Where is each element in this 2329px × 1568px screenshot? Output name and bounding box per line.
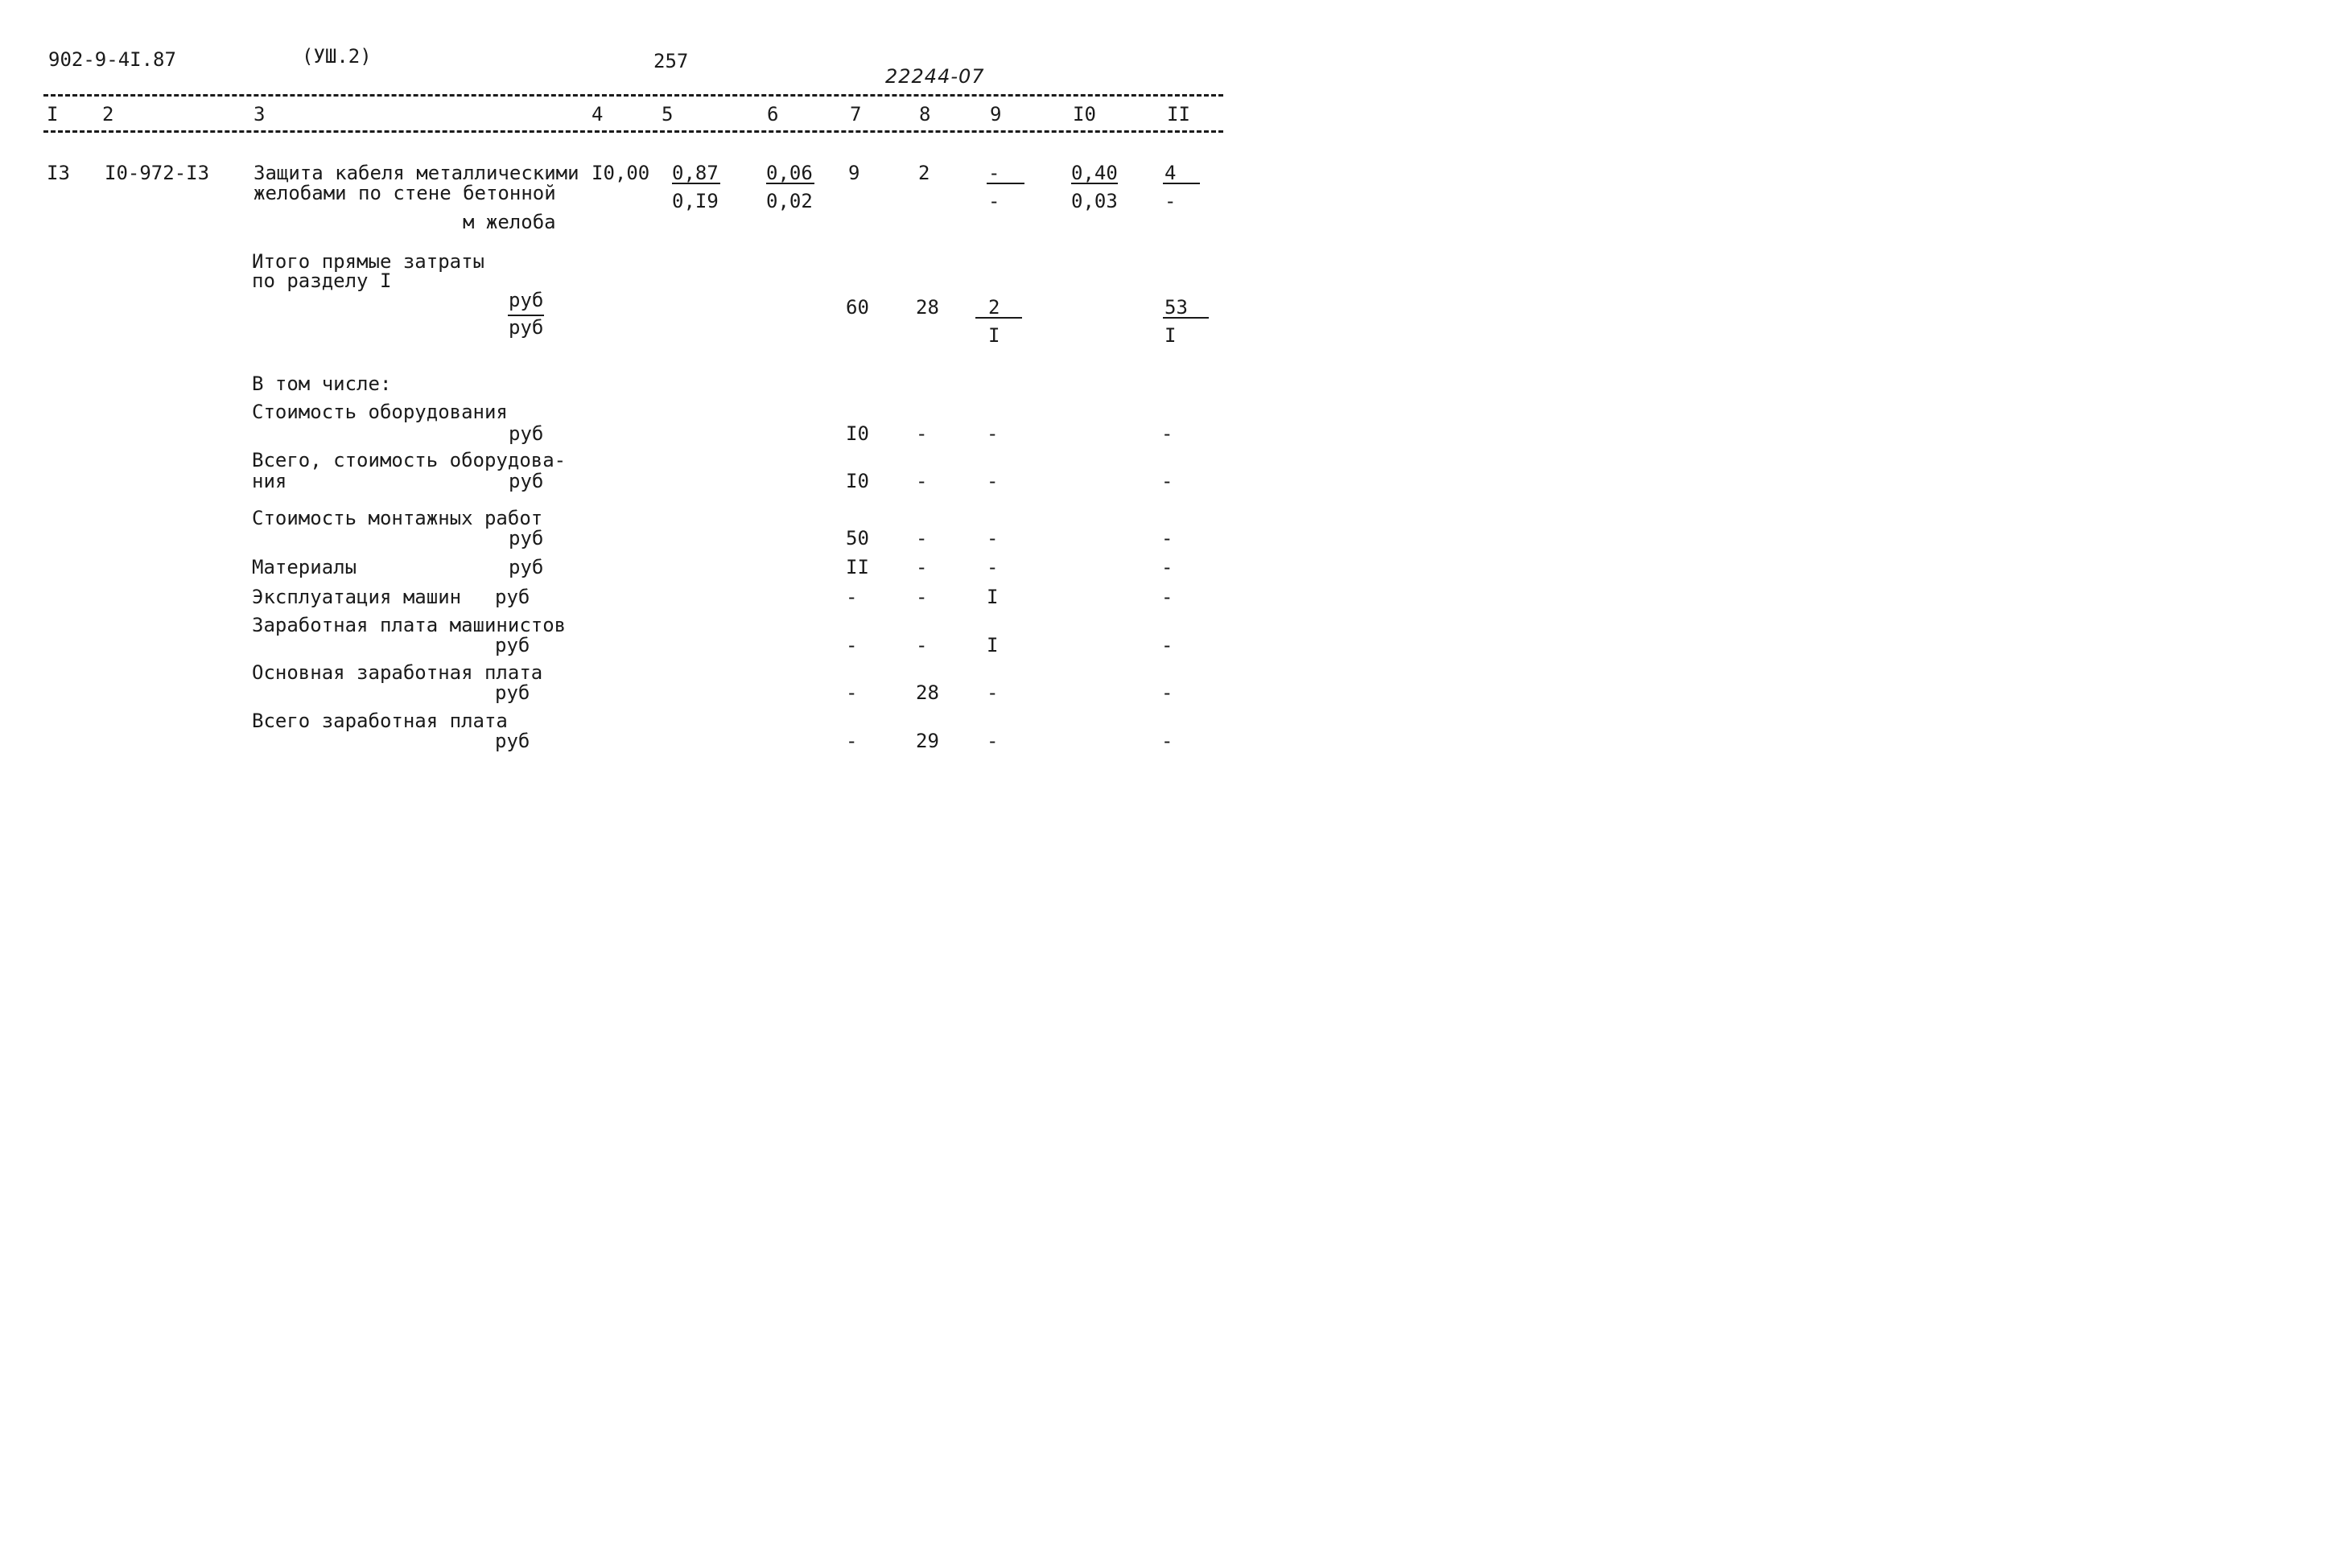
breakdown-unit: руб xyxy=(509,470,544,492)
wages-cost: 28 xyxy=(916,681,939,704)
machines-cost: I xyxy=(987,634,999,656)
breakdown-unit: руб xyxy=(509,527,544,549)
wages-cost: 28 xyxy=(916,296,939,319)
machinist-labor-total: - xyxy=(1164,190,1177,212)
breakdown-label: Эксплуатация машин xyxy=(252,586,462,608)
machines-cost: - xyxy=(987,730,999,752)
total-unit: руб xyxy=(509,289,544,311)
machines-cost: - xyxy=(987,422,999,445)
section-label: (УШ.2) xyxy=(302,45,372,68)
wages-cost: - xyxy=(916,556,928,578)
column-header: 6 xyxy=(767,103,779,126)
total-cost: 9 xyxy=(848,162,860,184)
header-top-rule xyxy=(43,94,1223,97)
wages-cost: 29 xyxy=(916,730,939,752)
entry-description: Защита кабеля металлическими xyxy=(254,162,579,184)
total-label: Итого прямые затраты xyxy=(252,250,484,273)
breakdown-unit: руб xyxy=(495,586,530,608)
breakdown-unit: руб xyxy=(495,681,530,704)
labor-total: - xyxy=(1161,422,1173,445)
breakdown-label: Основная заработная плата xyxy=(252,661,543,684)
breakdown-unit: руб xyxy=(495,730,530,752)
breakdown-unit: руб xyxy=(509,556,544,578)
machinist-labor-total: I xyxy=(1164,324,1177,347)
wages-cost: - xyxy=(916,527,928,549)
machines-cost: - xyxy=(987,527,999,549)
breakdown-label: Материалы xyxy=(252,556,357,578)
entry-code: I0-972-I3 xyxy=(105,162,210,184)
column-header: 2 xyxy=(102,103,114,126)
labor-total: 4 xyxy=(1164,162,1177,184)
machines-cost: - xyxy=(987,556,999,578)
column-header: II xyxy=(1167,103,1190,126)
total-cost: - xyxy=(846,586,858,608)
breakdown-unit: руб xyxy=(495,634,530,656)
labor-total: - xyxy=(1161,527,1173,549)
total-cost: - xyxy=(846,634,858,656)
machines-cost: - xyxy=(987,470,999,492)
total-cost: I0 xyxy=(846,422,869,445)
breakdown-label: Стоимость монтажных работ xyxy=(252,507,543,529)
header-bottom-rule xyxy=(43,130,1223,133)
total-cost: I0 xyxy=(846,470,869,492)
column-header: I xyxy=(47,103,59,126)
underline xyxy=(766,183,814,184)
underline xyxy=(975,317,1022,319)
wages-cost: - xyxy=(916,422,928,445)
total-cost: 60 xyxy=(846,296,869,319)
labor-total: - xyxy=(1161,556,1173,578)
column-header: 9 xyxy=(990,103,1002,126)
breakdown-label: ния xyxy=(252,470,287,492)
unit-cost-total: 0,87 xyxy=(672,162,719,184)
labor-total: - xyxy=(1161,730,1173,752)
entry-quantity: I0,00 xyxy=(592,162,650,184)
entry-number: I3 xyxy=(47,162,70,184)
machines-cost: 2 xyxy=(988,296,1000,319)
document-code: 902-9-4I.87 xyxy=(48,48,176,71)
unit-cost-wages: 0,I9 xyxy=(672,190,719,212)
wages-cost: - xyxy=(916,470,928,492)
column-header: 5 xyxy=(662,103,674,126)
total-cost: - xyxy=(846,730,858,752)
unit-cost-machinist-wages: 0,02 xyxy=(766,190,813,212)
underline xyxy=(1071,183,1118,184)
labor-per-unit: 0,40 xyxy=(1071,162,1118,184)
column-header: 3 xyxy=(254,103,266,126)
stamp-number: 22244-07 xyxy=(885,65,985,88)
breakdown-unit: руб xyxy=(509,422,544,445)
labor-total: - xyxy=(1161,681,1173,704)
machines-cost: I xyxy=(987,586,999,608)
column-header: 7 xyxy=(850,103,862,126)
column-header: 4 xyxy=(592,103,604,126)
breakdown-label: Заработная плата машинистов xyxy=(252,614,567,636)
wages-cost: - xyxy=(916,634,928,656)
breakdown-title: В том числе: xyxy=(252,372,392,395)
underline xyxy=(1163,183,1200,184)
labor-total: 53 xyxy=(1164,296,1188,319)
underline xyxy=(672,183,720,184)
entry-description: желобами по стене бетонной xyxy=(254,182,556,204)
machines-cost: - xyxy=(988,162,1000,184)
breakdown-label: Стоимость оборудования xyxy=(252,401,508,423)
machinist-wages-cost: - xyxy=(988,190,1000,212)
labor-total: - xyxy=(1161,470,1173,492)
page-number: 257 xyxy=(653,50,689,72)
underline xyxy=(987,183,1024,184)
total-unit: руб xyxy=(509,316,544,339)
machinist-labor-per-unit: 0,03 xyxy=(1071,190,1118,212)
underline xyxy=(1163,317,1209,319)
column-header: I0 xyxy=(1073,103,1096,126)
machines-cost: - xyxy=(987,681,999,704)
entry-unit: м желоба xyxy=(463,211,556,233)
total-cost: 50 xyxy=(846,527,869,549)
labor-total: - xyxy=(1161,586,1173,608)
total-cost: - xyxy=(846,681,858,704)
unit-cost-machines: 0,06 xyxy=(766,162,813,184)
machinist-wages-cost: I xyxy=(988,324,1000,347)
column-header: 8 xyxy=(919,103,931,126)
total-label: по разделу I xyxy=(252,270,392,292)
breakdown-label: Всего заработная плата xyxy=(252,710,508,732)
wages-cost: 2 xyxy=(918,162,930,184)
breakdown-label: Всего, стоимость оборудова- xyxy=(252,449,567,471)
wages-cost: - xyxy=(916,586,928,608)
labor-total: - xyxy=(1161,634,1173,656)
total-cost: II xyxy=(846,556,869,578)
